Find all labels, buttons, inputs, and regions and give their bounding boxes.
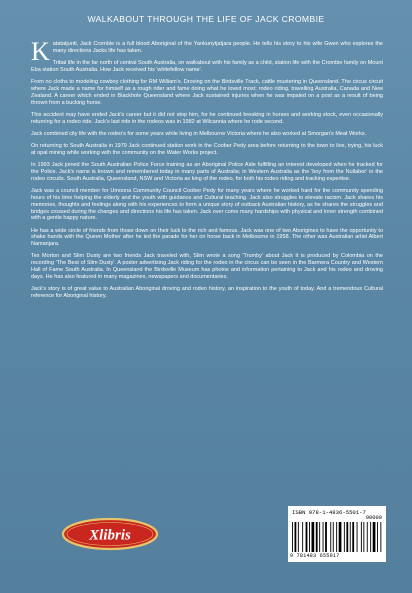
barcode-bar — [339, 522, 342, 552]
paragraph-3: From no cloths to modeling cowboy clothing for RM William's. Droving on the Birdsville Track, cattle mustering in Queensland. The circus circuit where Jack made a name for himself as a rough rider and fame doing what he loved most; rodeo riding, travelling Australia, Canada and New Zealand. A career which ended in Blackhole Queensland where Jack sustained injuries when he was impaled on a post as a result of being thrown from a bucking horse. — [31, 79, 383, 106]
paragraph-2: Tribal life in the far north of central South Australia, on walkabout with his family as a child, station life with the Crombie family on Mount Eba station South Australia. How Jack received his 'whitefellow name'. — [31, 60, 383, 73]
barcode-bar — [346, 522, 348, 552]
paragraph-5: Jack combined city life with the rodeo's for some years while living in Melbourne Victoria where he also worked at Smorgan's Meat Works. — [31, 130, 367, 137]
barcode-bar — [380, 522, 381, 552]
ean-digits: 9 781483 655017 — [290, 553, 340, 559]
paragraph-4: This accident may have ended Jack's career but it did not stop him, for he continued breaking in horses and working stock, even occasionally returning for a rodeo ride. Jack's last ride in the rodeos was in 1982 at Wilcannia where he rode second. — [31, 111, 383, 125]
barcode-bar — [373, 522, 376, 552]
barcode-bar — [336, 522, 337, 552]
barcode-bar — [370, 522, 371, 552]
barcode — [288, 506, 386, 562]
barcode-bar — [357, 522, 358, 552]
barcode-bars — [292, 522, 382, 552]
paragraph-text: atatatjunti, Jack Crombie is a full blood Aboriginal of the Yankunytjatjara people. He tells his story to his wife Gwen who explores the many directions Jacks life has taken. — [52, 41, 383, 54]
paragraph-8: Jack was a council member for Umoona Community Council Coober Pedy for many years where he worked hard for the community spending hours of his time helping the elderly and the youth with guidance and Cultural teaching. Jack also struggles to elevate racism. Jack shares his memories, thoughts and feelings along with his experiences to form a unique story of outback Australian history, as he shares the struggles and bridges crossed during the changes and directions his life has taken. Jack over come many hardships with physical and inner strength combined with a gentle happy nature. — [31, 187, 383, 222]
paragraph-7: In 1993 Jack joined the South Australian Police Force training as an Aboriginal Police Aide fulfilling an interest developed when he tracked for the Police. Jack's name is known and remembered today in many parts of Australia; in Western Australia as the 'boy from the Nullabor' in the rodeo circuits. South Australia, Queensland, NSW and Victoria as king of the rodeo, for both his rodeo riding and tracking expertise. — [31, 161, 383, 182]
barcode-bar — [352, 522, 354, 552]
paragraph-11: Jack's story is of great value to Australian Aboriginal droving and rodeo history, an inspiration to the youth of today. And a tremendous Cultural reference for Aboriginal history. — [31, 286, 383, 300]
barcode-bar — [295, 522, 297, 552]
barcode-bar — [298, 522, 299, 552]
paragraph-10: Tex Morton and Slim Dusty are two friends Jack traveled with, Slim wrote a song 'Trumby' about Jack it is produced by Colombia on the recording 'The Best of Slim Dusty'. A poster advertising Jack riding for the rodeo in the circus can be seen in the Barmera Country and Western Hall of Fame South Australia. In Queensland the Birdsville Museum has photos and information pertaining to Jack and his rodeo and droving days. He has also featured in many magazines, newspapers and documentaries. — [31, 253, 383, 281]
barcode-bar — [367, 522, 368, 552]
barcode-bar — [330, 522, 331, 552]
drop-cap: K — [31, 37, 50, 66]
paragraph-6: On returning to South Australia in 1979 Jack continued station work in the Coober Pedy area before returning to the town to live, trying, his luck at opal mining while working with the community on the Water Works project. — [31, 142, 383, 156]
barcode-bar — [333, 522, 334, 552]
barcode-bar — [319, 522, 320, 552]
paragraph-9: He has a wide circle of friends from those down on their luck to the rich and famous. Jack was one of two Aborigines to have the opportunity to shake hands with the Queen Mother after he led the parade for her on horse back in Melbourne in 1958. The other was Australian artist Albert Namanjara. — [31, 227, 383, 248]
barcode-bar — [377, 522, 378, 552]
barcode-bar — [344, 522, 345, 552]
xlibris-logo — [60, 516, 160, 552]
book-title: WALKABOUT THROUGH THE LIFE OF JACK CROMBIE — [87, 14, 325, 24]
barcode-bar — [312, 522, 315, 552]
barcode-bar — [323, 522, 324, 552]
paragraph-1 — [31, 37, 383, 66]
barcode-bar — [309, 522, 310, 552]
barcode-bar — [316, 522, 318, 552]
price-code: 90000 — [365, 515, 382, 521]
barcode-bar — [361, 522, 362, 552]
isbn-label: ISBN 978-1-4836-5501-7 — [292, 509, 366, 516]
barcode-bar — [302, 522, 303, 552]
blurb — [31, 37, 383, 305]
barcode-bar — [292, 522, 293, 552]
barcode-bar — [363, 522, 364, 552]
barcode-bar — [306, 522, 308, 552]
barcode-bar — [325, 522, 327, 552]
barcode-bar — [350, 522, 351, 552]
publisher-name: Xlibris — [89, 527, 131, 544]
